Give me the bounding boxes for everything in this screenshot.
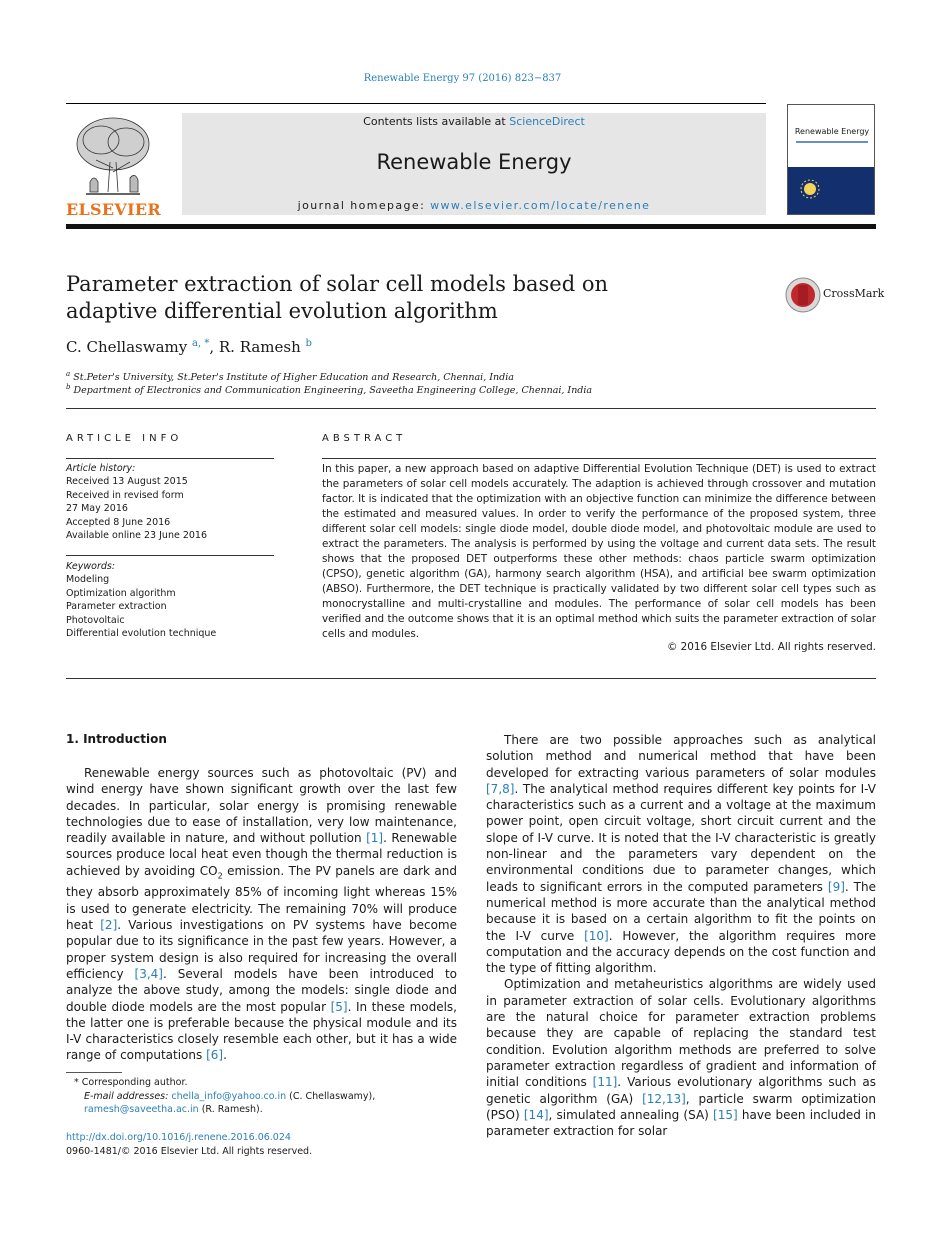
abstract-copyright: © 2016 Elsevier Ltd. All rights reserved. [666,641,876,653]
article-info-label: ARTICLE INFO [66,433,183,444]
header-thick-rule [66,224,876,229]
email-link[interactable]: ramesh@saveetha.ac.in [84,1104,199,1115]
citation-link[interactable]: [14] [523,1107,549,1122]
citation-link[interactable]: [7,8] [486,781,515,796]
author-name: C. Chellaswamy [66,338,188,356]
email-note: E-mail addresses: chella_info@yahoo.co.in (C. Chellaswamy), ramesh@saveetha.ac.in (R. Ramesh). [84,1090,376,1115]
abstract-label: ABSTRACT [322,433,407,444]
keyword: Modeling [66,574,110,586]
history-item: 27 May 2016 [66,503,128,515]
author-affiliation-marker[interactable]: b [305,338,312,349]
journal-name: Renewable Energy [376,150,572,174]
crossmark-badge[interactable] [785,276,885,314]
article-history [66,462,276,542]
citation-link[interactable]: [1] [366,831,384,846]
author-name: , R. Ramesh [209,338,301,356]
publisher-logo-text: ELSEVIER [66,200,161,219]
divider [322,458,876,459]
journal-homepage: journal homepage: www.elsevier.com/locate/renene [297,199,651,212]
affiliation-b: $^b$ Department of Electronics and Communication Engineering, Saveetha Engineering College, Chennai, India [66,383,593,397]
citation-link[interactable]: [11] [592,1075,618,1090]
citation-link[interactable]: [9] [827,879,845,894]
divider [66,678,876,679]
citation-link[interactable]: [3,4] [134,966,163,981]
issn-copyright: 0960-1481/© 2016 Elsevier Ltd. All rights reserved. [66,1146,313,1157]
citation-link[interactable]: [15] [713,1107,738,1122]
article-title: Parameter extraction of solar cell models based on adaptive differential evolution algorithm [66,272,609,323]
affiliation-a: $^a$ St.Peter's University, St.Peter's Institute of Higher Education and Research, Chennai, India [66,370,514,384]
journal-cover [787,104,875,215]
divider [66,555,274,556]
history-label: Article history: [66,463,136,474]
email-link[interactable]: chella_info@yahoo.co.in [171,1090,287,1102]
cover-title: Renewable Energy [794,127,870,136]
history-item: Accepted 8 June 2016 [66,516,171,528]
history-item: Available online 23 June 2016 [66,530,208,542]
cover-image [788,167,874,214]
keyword: Differential evolution technique [66,628,217,640]
footnote-rule [66,1072,122,1073]
crossmark-icon [785,277,821,313]
paragraph: There are two possible approaches such as analytical solution method and numerical method that have been developed for extracting various parameters of solar modules [7,8]. The analytical method requires different key points for I-V characteristics such as a current and a voltage at the maximum power point, open circuit voltage, short circuit current and the slope of I-V curve. It is noted that the I-V characteristic is greatly non-linear and the parameters vary dependent on the environmental conditions due to parameter changes, which leads to significant errors in the computed parameters [9]. The numerical method is more accurate than the analytical method because it is based on a certain algorithm to fit the points on the I-V curve [10]. However, the algorithm requires more computation and the accuracy depends on the cost function and the type of fitting algorithm. [486,733,877,976]
keyword: Photovoltaic [66,614,125,626]
crossmark-label: CrossMark [823,287,885,300]
keyword: Optimization algorithm [66,587,176,599]
corresponding-author-note: * Corresponding author. [74,1077,188,1088]
citation-link[interactable]: [12,13] [642,1091,686,1106]
keywords [66,560,276,640]
abstract-text: In this paper, a new approach based on adaptive Differential Evolution Technique (DET) is used to extract the parameters of solar cell models accurately. The adaption is achieved through crossover and mutation factor. It is indicated that the optimization with an objective function can minimize the difference between the estimated and measured values. In order to verify the performance of the proposed system, three different solar cell models: single diode model, double diode model, and photovoltaic module are used to extract the parameters. The analysis is performed by using the voltage and current data sets. The result shows that the proposed DET outperforms these other methods: chaos particle swarm optimization (CPSO), genetic algorithm (GA), harmony search algorithm (HSA), and artificial bee swarm optimization (ABSO). Furthermore, the DET technique is practically validated by two different solar cell types such as monocrystalline and multi-crystalline and modules. The performance of solar cell models has been verified and the outcome shows that it is an optimal method which suits the parameter extraction of solar cells and modules. [322,463,876,640]
keyword: Parameter extraction [66,601,167,613]
citation-link[interactable]: [5] [330,999,348,1014]
paragraph: Renewable energy sources such as photovoltaic (PV) and wind energy have shown significant growth over the last few decades. In particular, solar energy is promising renewable technologies due to ease of installation, very low maintenance, readily available in nature, and without pollution [1]. Renewable sources produce local heat even though the thermal reduction is achieved by avoiding $CO_2$ emission. The PV panels are dark and they absorb approximately 85% of incoming light whereas 15% is used to generate electricity. The remaining 70% will produce heat [2]. Various investigations on PV systems have become popular due to its significance in the past few years. However, a proper system design is also required for increasing the overall efficiency [3,4]. Several models have been introduced to analyze the above study, among the models: single diode and double diode models are the most popular [5]. In these models, the latter one is preferable because the physical module and its I-V characteristics closely resemble each other, but it has a wide range of computations [6]. [66,766,458,1063]
citation-link[interactable]: [10] [584,928,609,943]
cover-stripe [796,141,868,143]
citation-link[interactable]: [2] [100,918,118,933]
divider [66,458,274,459]
history-item: Received in revised form [66,489,184,501]
author-list [66,338,312,356]
paragraph: Optimization and metaheuristics algorithms are widely used in parameter extraction of solar cells. Evolutionary algorithms are the natural choice for parameter extraction problems because they are capable of replacing the standard test condition. Evolution algorithm methods are preferred to solve parameter extraction regardless of gradient and information of initial conditions [11]. Various evolutionary algorithms such as genetic algorithm (GA) [12,13], particle swarm optimization (PSO) [14], simulated annealing (SA) [15] have been included in parameter extraction for solar [486,977,876,1139]
body-right-column [486,732,876,1139]
keywords-label: Keywords: [66,561,116,572]
footnotes [66,1076,457,1117]
doi-link[interactable]: http://dx.doi.org/10.1016/j.renene.2016.06.024 [66,1132,291,1143]
history-item: Received 13 August 2015 [66,476,188,488]
journal-masthead [182,113,766,215]
sciencedirect-link[interactable]: ScienceDirect [509,115,585,128]
section-heading: 1. Introduction [66,732,167,746]
contents-line: Contents lists available at ScienceDirect [363,115,585,128]
citation-link[interactable]: [6] [206,1048,224,1063]
divider [66,408,876,409]
header-rule [66,103,766,104]
journal-reference[interactable]: Renewable Energy 97 (2016) 823−837 [363,73,562,84]
homepage-link[interactable]: www.elsevier.com/locate/renene [430,199,651,212]
body-left-column [66,765,457,1064]
author-affiliation-marker[interactable]: a, * [192,338,210,349]
